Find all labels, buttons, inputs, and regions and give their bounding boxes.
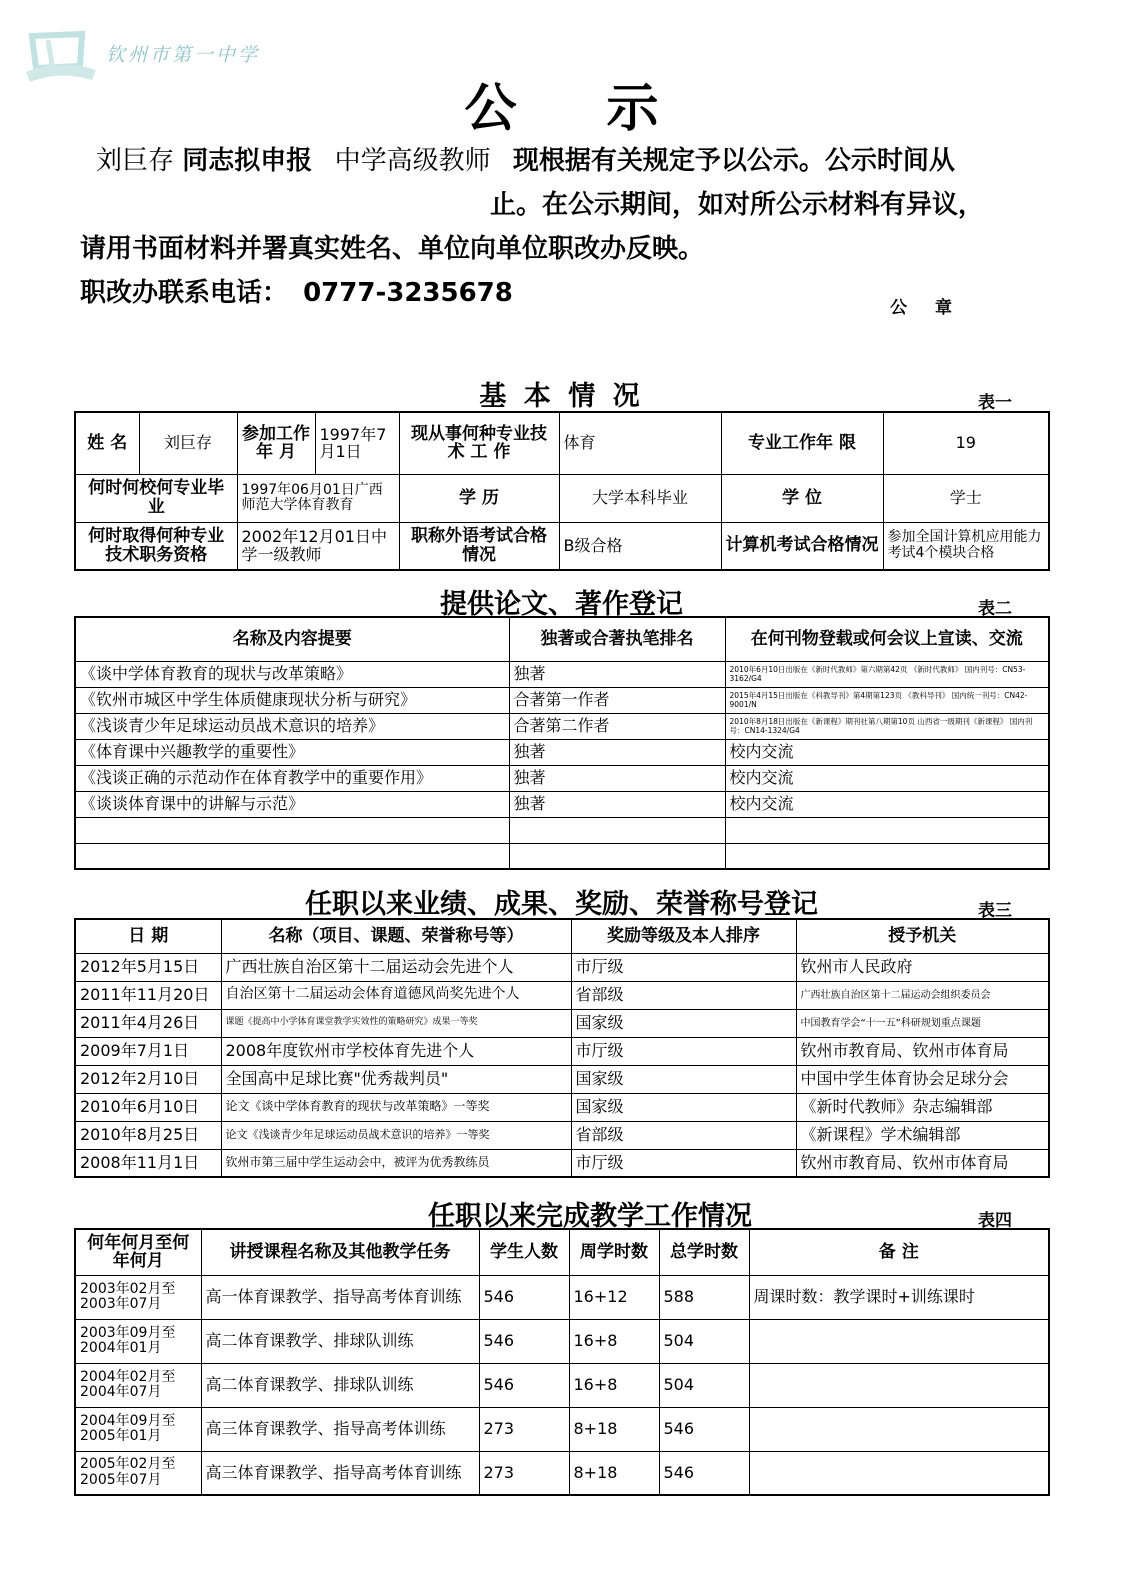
teaching-course: 高三体育课教学、指导高考体育训练 (201, 1451, 479, 1495)
teaching-period: 2005年02月至2005年07月 (75, 1451, 201, 1495)
table4-title: 任职以来完成教学工作情况 (428, 1201, 752, 1232)
achievements-header-level: 奖励等级及本人排序 (571, 919, 796, 953)
achievement-date: 2008年11月1日 (75, 1149, 221, 1177)
notice-line-2: 止。在公示期间，如对所公示材料有异议， (490, 190, 985, 220)
teaching-students: 546 (479, 1275, 569, 1319)
achievements-header-name: 名称（项目、课题、荣誉称号等） (221, 919, 571, 953)
teaching-total: 546 (659, 1451, 749, 1495)
achievement-date: 2011年11月20日 (75, 981, 221, 1009)
teaching-students: 273 (479, 1451, 569, 1495)
name-label: 姓 名 (75, 412, 139, 474)
table-row (75, 1093, 1049, 1121)
achievement-org: 广西壮族自治区第十二届运动会组织委员会 (796, 981, 1049, 1009)
papers-header-publication: 在何刊物登载或何会议上宣读、交流 (725, 617, 1049, 661)
degree-value: 学士 (883, 474, 1049, 522)
teaching-course: 高一体育课教学、指导高考体育训练 (201, 1275, 479, 1319)
teaching-total: 504 (659, 1363, 749, 1407)
paper-rank: 独著 (509, 791, 725, 817)
paper-rank: 独著 (509, 739, 725, 765)
teaching-header-note: 备 注 (749, 1229, 1049, 1275)
paper-name: 《浅谈青少年足球运动员战术意识的培养》 (75, 713, 509, 739)
achievement-org: 钦州市教育局、钦州市体育局 (796, 1149, 1049, 1177)
language-exam-label: 职称外语考试合格情况 (399, 522, 559, 570)
achievement-org: 中国中学生体育协会足球分会 (796, 1065, 1049, 1093)
achievement-level: 省部级 (571, 981, 796, 1009)
teaching-table (74, 1228, 1050, 1496)
basic-info-table (74, 411, 1050, 571)
achievement-name: 自治区第十二届运动会体育道德风尚奖先进个人 (221, 981, 571, 1009)
computer-exam-value: 参加全国计算机应用能力考试4个模块合格 (883, 522, 1049, 570)
table-row (75, 1275, 1049, 1319)
work-start-value: 1997年7月1日 (315, 412, 399, 474)
teaching-header-total: 总学时数 (659, 1229, 749, 1275)
achievement-name: 钦州市第三届中学生运动会中，被评为优秀教练员 (221, 1149, 571, 1177)
degree-label: 学 位 (721, 474, 883, 522)
teaching-weekly: 16+8 (569, 1319, 659, 1363)
achievements-header-org: 授予机关 (796, 919, 1049, 953)
achievement-org: 钦州市人民政府 (796, 953, 1049, 981)
teaching-students: 546 (479, 1363, 569, 1407)
teaching-weekly: 8+18 (569, 1451, 659, 1495)
achievement-date: 2011年4月26日 (75, 1009, 221, 1037)
teaching-note (749, 1407, 1049, 1451)
table-row (75, 1363, 1049, 1407)
notice-line-4 (80, 272, 513, 309)
paper-publication: 2015年4月15日出版在《科教导刊》第4期第123页 《教科导刊》 国内统一刊号：CN42-9001/N (725, 687, 1049, 713)
paper-rank: 合著第二作者 (509, 713, 725, 739)
table1-number: 表一 (978, 393, 1012, 413)
achievement-name: 论文《浅谈青少年足球运动员战术意识的培养》一等奖 (221, 1121, 571, 1149)
phone-label: 职改办联系电话： (80, 278, 289, 308)
graduation-label: 何时何校何专业毕 业 (75, 474, 237, 522)
years-value: 19 (883, 412, 1049, 474)
years-label: 专业工作年 限 (721, 412, 883, 474)
paper-name: 《体育课中兴趣教学的重要性》 (75, 739, 509, 765)
teaching-header-students: 学生人数 (479, 1229, 569, 1275)
achievement-org: 《新时代教师》杂志编辑部 (796, 1093, 1049, 1121)
teaching-total: 546 (659, 1407, 749, 1451)
teaching-header-course: 讲授课程名称及其他教学任务 (201, 1229, 479, 1275)
achievement-name: 全国高中足球比赛"优秀裁判员" (221, 1065, 571, 1093)
achievement-date: 2012年2月10日 (75, 1065, 221, 1093)
achievement-date: 2012年5月15日 (75, 953, 221, 981)
paper-name: 《谈谈体育课中的讲解与示范》 (75, 791, 509, 817)
notice-line-1 (96, 140, 955, 177)
page-title: 公示 (464, 79, 749, 139)
paper-publication: 校内交流 (725, 791, 1049, 817)
position-applied: 中学高级教师 (334, 146, 491, 176)
table-row (75, 739, 1049, 765)
table-row (75, 953, 1049, 981)
teaching-period: 2004年02月至2004年07月 (75, 1363, 201, 1407)
teaching-note (749, 1319, 1049, 1363)
teaching-period: 2003年02月至2003年07月 (75, 1275, 201, 1319)
achievement-level: 市厅级 (571, 1149, 796, 1177)
teaching-period: 2003年09月至2004年01月 (75, 1319, 201, 1363)
achievement-name: 2008年度钦州市学校体育先进个人 (221, 1037, 571, 1065)
achievement-level: 国家级 (571, 1065, 796, 1093)
paper-rank (509, 843, 725, 869)
achievement-name: 广西壮族自治区第十二届运动会先进个人 (221, 953, 571, 981)
papers-table (74, 616, 1050, 870)
phone-number: 0777-3235678 (303, 278, 513, 308)
achievement-date: 2009年7月1日 (75, 1037, 221, 1065)
teaching-weekly: 16+8 (569, 1363, 659, 1407)
table-row (75, 661, 1049, 687)
papers-header-name: 名称及内容提要 (75, 617, 509, 661)
teaching-header-weekly: 周学时数 (569, 1229, 659, 1275)
teaching-students: 273 (479, 1407, 569, 1451)
logo-text: 钦州市第一中学 (106, 44, 261, 66)
achievement-level: 市厅级 (571, 953, 796, 981)
education-value: 大学本科毕业 (559, 474, 721, 522)
table-row (75, 1319, 1049, 1363)
major-label: 现从事何种专业技 术 工 作 (399, 412, 559, 474)
achievement-date: 2010年6月10日 (75, 1093, 221, 1121)
qualification-label: 何时取得何种专业技术职务资格 (75, 522, 237, 570)
education-label: 学 历 (399, 474, 559, 522)
paper-publication: 校内交流 (725, 739, 1049, 765)
teaching-weekly: 8+18 (569, 1407, 659, 1451)
teaching-period: 2004年09月至2005年01月 (75, 1407, 201, 1451)
achievement-level: 省部级 (571, 1121, 796, 1149)
paper-publication: 2010年8月18日出版在《新课程》期刊社第八期第10页 山西省一级期刊《新课程》 国内刊号：CN14-1324/G4 (725, 713, 1049, 739)
achievement-date: 2010年8月25日 (75, 1121, 221, 1149)
table-row (75, 1121, 1049, 1149)
table-row (75, 1009, 1049, 1037)
table3-number: 表三 (978, 901, 1012, 921)
achievement-level: 市厅级 (571, 1037, 796, 1065)
notice-line-3: 请用书面材料并署真实姓名、单位向单位职改办反映。 (80, 234, 705, 264)
official-seal-label: 公章 (890, 298, 980, 318)
table-row (75, 817, 1049, 843)
notice-text: 同志拟申报 (182, 146, 313, 176)
achievement-org: 钦州市教育局、钦州市体育局 (796, 1037, 1049, 1065)
paper-publication (725, 817, 1049, 843)
teaching-course: 高二体育课教学、排球队训练 (201, 1363, 479, 1407)
computer-exam-label: 计算机考试合格情况 (721, 522, 883, 570)
achievement-org: 中国教育学会“十一五”科研规划重点课题 (796, 1009, 1049, 1037)
paper-rank: 合著第一作者 (509, 687, 725, 713)
teaching-students: 546 (479, 1319, 569, 1363)
achievement-name: 课题《提高中小学体育课堂教学实效性的策略研究》成果一等奖 (221, 1009, 571, 1037)
table-row (75, 843, 1049, 869)
paper-name (75, 843, 509, 869)
language-exam-value: B级合格 (559, 522, 721, 570)
table-row (75, 1065, 1049, 1093)
teaching-note (749, 1451, 1049, 1495)
paper-name (75, 817, 509, 843)
table4-number: 表四 (978, 1211, 1012, 1231)
table2-number: 表二 (978, 599, 1012, 619)
achievement-name: 论文《谈中学体育教育的现状与改革策略》一等奖 (221, 1093, 571, 1121)
achievement-org: 《新课程》学术编辑部 (796, 1121, 1049, 1149)
paper-name: 《谈中学体育教育的现状与改革策略》 (75, 661, 509, 687)
table1-title: 基 本 情 况 (479, 381, 644, 412)
table-row (75, 1451, 1049, 1495)
table3-title: 任职以来业绩、成果、奖励、荣誉称号登记 (305, 889, 818, 920)
table-row (75, 713, 1049, 739)
paper-name: 《钦州市城区中学生体质健康现状分析与研究》 (75, 687, 509, 713)
table-row (75, 1037, 1049, 1065)
notice-text: 现根据有关规定予以公示。公示时间从 (512, 146, 955, 176)
teaching-note: 周课时数：教学课时+训练课时 (749, 1275, 1049, 1319)
paper-rank: 独著 (509, 765, 725, 791)
paper-name: 《浅谈正确的示范动作在体育教学中的重要作用》 (75, 765, 509, 791)
paper-publication: 校内交流 (725, 765, 1049, 791)
work-start-label: 参加工作年 月 (237, 412, 315, 474)
table2-title: 提供论文、著作登记 (440, 589, 683, 620)
achievement-level: 国家级 (571, 1093, 796, 1121)
table-row (75, 791, 1049, 817)
paper-publication (725, 843, 1049, 869)
candidate-name: 刘巨存 (96, 146, 175, 176)
qualification-value: 2002年12月01日中学一级教师 (237, 522, 399, 570)
achievement-level: 国家级 (571, 1009, 796, 1037)
table-row (75, 765, 1049, 791)
teaching-header-period: 何年何月至何年何月 (75, 1229, 201, 1275)
table-row (75, 687, 1049, 713)
teaching-course: 高三体育课教学、指导高考体训练 (201, 1407, 479, 1451)
paper-rank (509, 817, 725, 843)
major-value: 体育 (559, 412, 721, 474)
teaching-total: 588 (659, 1275, 749, 1319)
name-value: 刘巨存 (139, 412, 237, 474)
teaching-course: 高二体育课教学、排球队训练 (201, 1319, 479, 1363)
table-row (75, 1407, 1049, 1451)
table-row (75, 1149, 1049, 1177)
teaching-note (749, 1363, 1049, 1407)
table-row (75, 981, 1049, 1009)
paper-publication: 2010年6月10日出版在《新时代教师》第六期第42页 《新时代教师》 国内刊号：CN53-3162/G4 (725, 661, 1049, 687)
graduation-value: 1997年06月01日广西师范大学体育教育 (237, 474, 399, 522)
paper-rank: 独著 (509, 661, 725, 687)
teaching-total: 504 (659, 1319, 749, 1363)
papers-header-rank: 独著或合著执笔排名 (509, 617, 725, 661)
achievements-table (74, 918, 1050, 1178)
achievements-header-date: 日 期 (75, 919, 221, 953)
teaching-weekly: 16+12 (569, 1275, 659, 1319)
